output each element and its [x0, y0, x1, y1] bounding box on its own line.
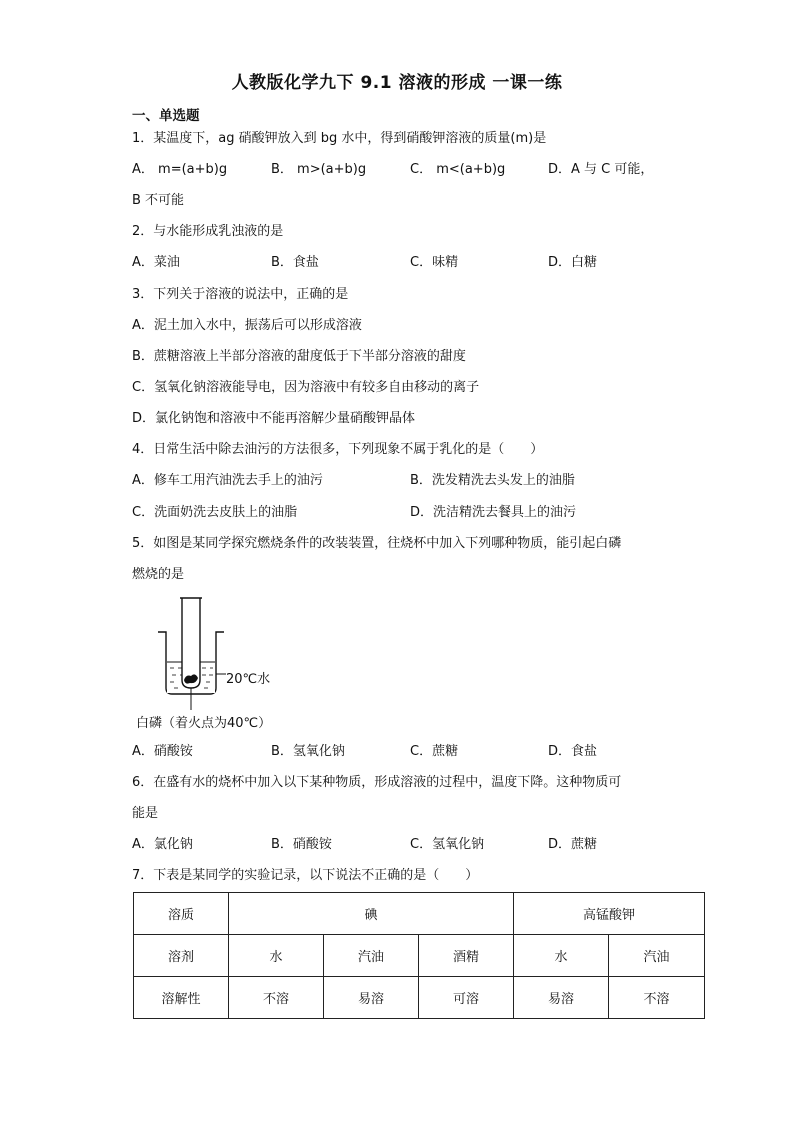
- table-cell: 易溶: [324, 977, 419, 1019]
- q6-option-a: A．氯化钠: [132, 837, 193, 852]
- question-3-stem: 3．下列关于溶液的说法中，正确的是: [132, 287, 349, 302]
- question-5-stem-continued: 燃烧的是: [132, 567, 185, 582]
- q1-option-c: C． m<(a+b)g: [410, 162, 506, 177]
- beaker-diagram: [132, 592, 292, 712]
- q6-option-d: D．蔗糖: [548, 837, 598, 852]
- question-6-stem-continued: 能是: [132, 806, 159, 821]
- q5-option-b: B．氢氧化钠: [271, 744, 345, 759]
- q3-option-c: C．氢氧化钠溶液能导电，因为溶液中有较多自由移动的离子: [132, 380, 480, 395]
- q5-option-c: C．蔗糖: [410, 744, 459, 759]
- q2-option-d: D．白糖: [548, 255, 598, 270]
- q2-option-b: B．食盐: [271, 255, 319, 270]
- table-cell: 溶解性: [134, 977, 229, 1019]
- q2-option-c: C．味精: [410, 255, 459, 270]
- q1-option-b: B． m>(a+b)g: [271, 162, 367, 177]
- section-heading: 一、单选题: [132, 108, 200, 124]
- question-6-stem: 6．在盛有水的烧杯中加入以下某种物质，形成溶液的过程中，温度下降。这种物质可: [132, 775, 622, 790]
- q6-option-c: C．氢氧化钠: [410, 837, 485, 852]
- table-cell: 汽油: [324, 935, 419, 977]
- question-4-stem: 4．日常生活中除去油污的方法很多，下列现象不属于乳化的是（ ）: [132, 442, 544, 457]
- q1-option-d-continued: B 不可能: [132, 193, 185, 208]
- document-title: 人教版化学九下 9.1 溶液的形成 一课一练: [231, 73, 563, 93]
- table-cell: 碘: [229, 893, 514, 935]
- question-5-stem: 5．如图是某同学探究燃烧条件的改装装置，往烧杯中加入下列哪种物质，能引起白磷: [132, 536, 622, 551]
- q5-option-a: A．硝酸铵: [132, 744, 193, 759]
- water-label: 20℃水: [226, 672, 271, 687]
- table-cell: 酒精: [419, 935, 514, 977]
- table-cell: 溶剂: [134, 935, 229, 977]
- table-cell: 溶质: [134, 893, 229, 935]
- table-row: [134, 977, 705, 1019]
- q4-option-c: C．洗面奶洗去皮肤上的油脂: [132, 505, 298, 520]
- table-row: [134, 893, 705, 935]
- q2-option-a: A．菜油: [132, 255, 180, 270]
- q3-option-b: B．蔗糖溶液上半部分溶液的甜度低于下半部分溶液的甜度: [132, 349, 466, 364]
- q5-option-d: D．食盐: [548, 744, 598, 759]
- experiment-table: [133, 892, 705, 1019]
- q3-option-d: D．氯化钠饱和溶液中不能再溶解少量硝酸钾晶体: [132, 411, 416, 426]
- table-cell: 易溶: [514, 977, 609, 1019]
- table-row: [134, 935, 705, 977]
- table-cell: 汽油: [609, 935, 705, 977]
- table-cell: 水: [514, 935, 609, 977]
- phosphorus-label: 白磷（着火点为40℃）: [136, 716, 272, 731]
- q4-option-a: A．修车工用汽油洗去手上的油污: [132, 473, 323, 488]
- question-2-stem: 2．与水能形成乳浊液的是: [132, 224, 284, 239]
- question-1-stem: 1．某温度下，ag 硝酸钾放入到 bg 水中，得到硝酸钾溶液的质量(m)是: [132, 131, 547, 146]
- table-cell: 高锰酸钾: [514, 893, 705, 935]
- q1-option-a: A． m=(a+b)g: [132, 162, 228, 177]
- table-cell: 可溶: [419, 977, 514, 1019]
- q1-option-d: D．A 与 C 可能，: [548, 162, 654, 177]
- beaker-figure: [132, 592, 292, 732]
- q3-option-a: A．泥土加入水中，振荡后可以形成溶液: [132, 318, 362, 333]
- q4-option-d: D．洗洁精洗去餐具上的油污: [410, 505, 577, 520]
- table-cell: 不溶: [609, 977, 705, 1019]
- q6-option-b: B．硝酸铵: [271, 837, 332, 852]
- q4-option-b: B．洗发精洗去头发上的油脂: [410, 473, 575, 488]
- question-7-stem: 7．下表是某同学的实验记录，以下说法不正确的是（ ）: [132, 868, 479, 883]
- table-cell: 不溶: [229, 977, 324, 1019]
- table-cell: 水: [229, 935, 324, 977]
